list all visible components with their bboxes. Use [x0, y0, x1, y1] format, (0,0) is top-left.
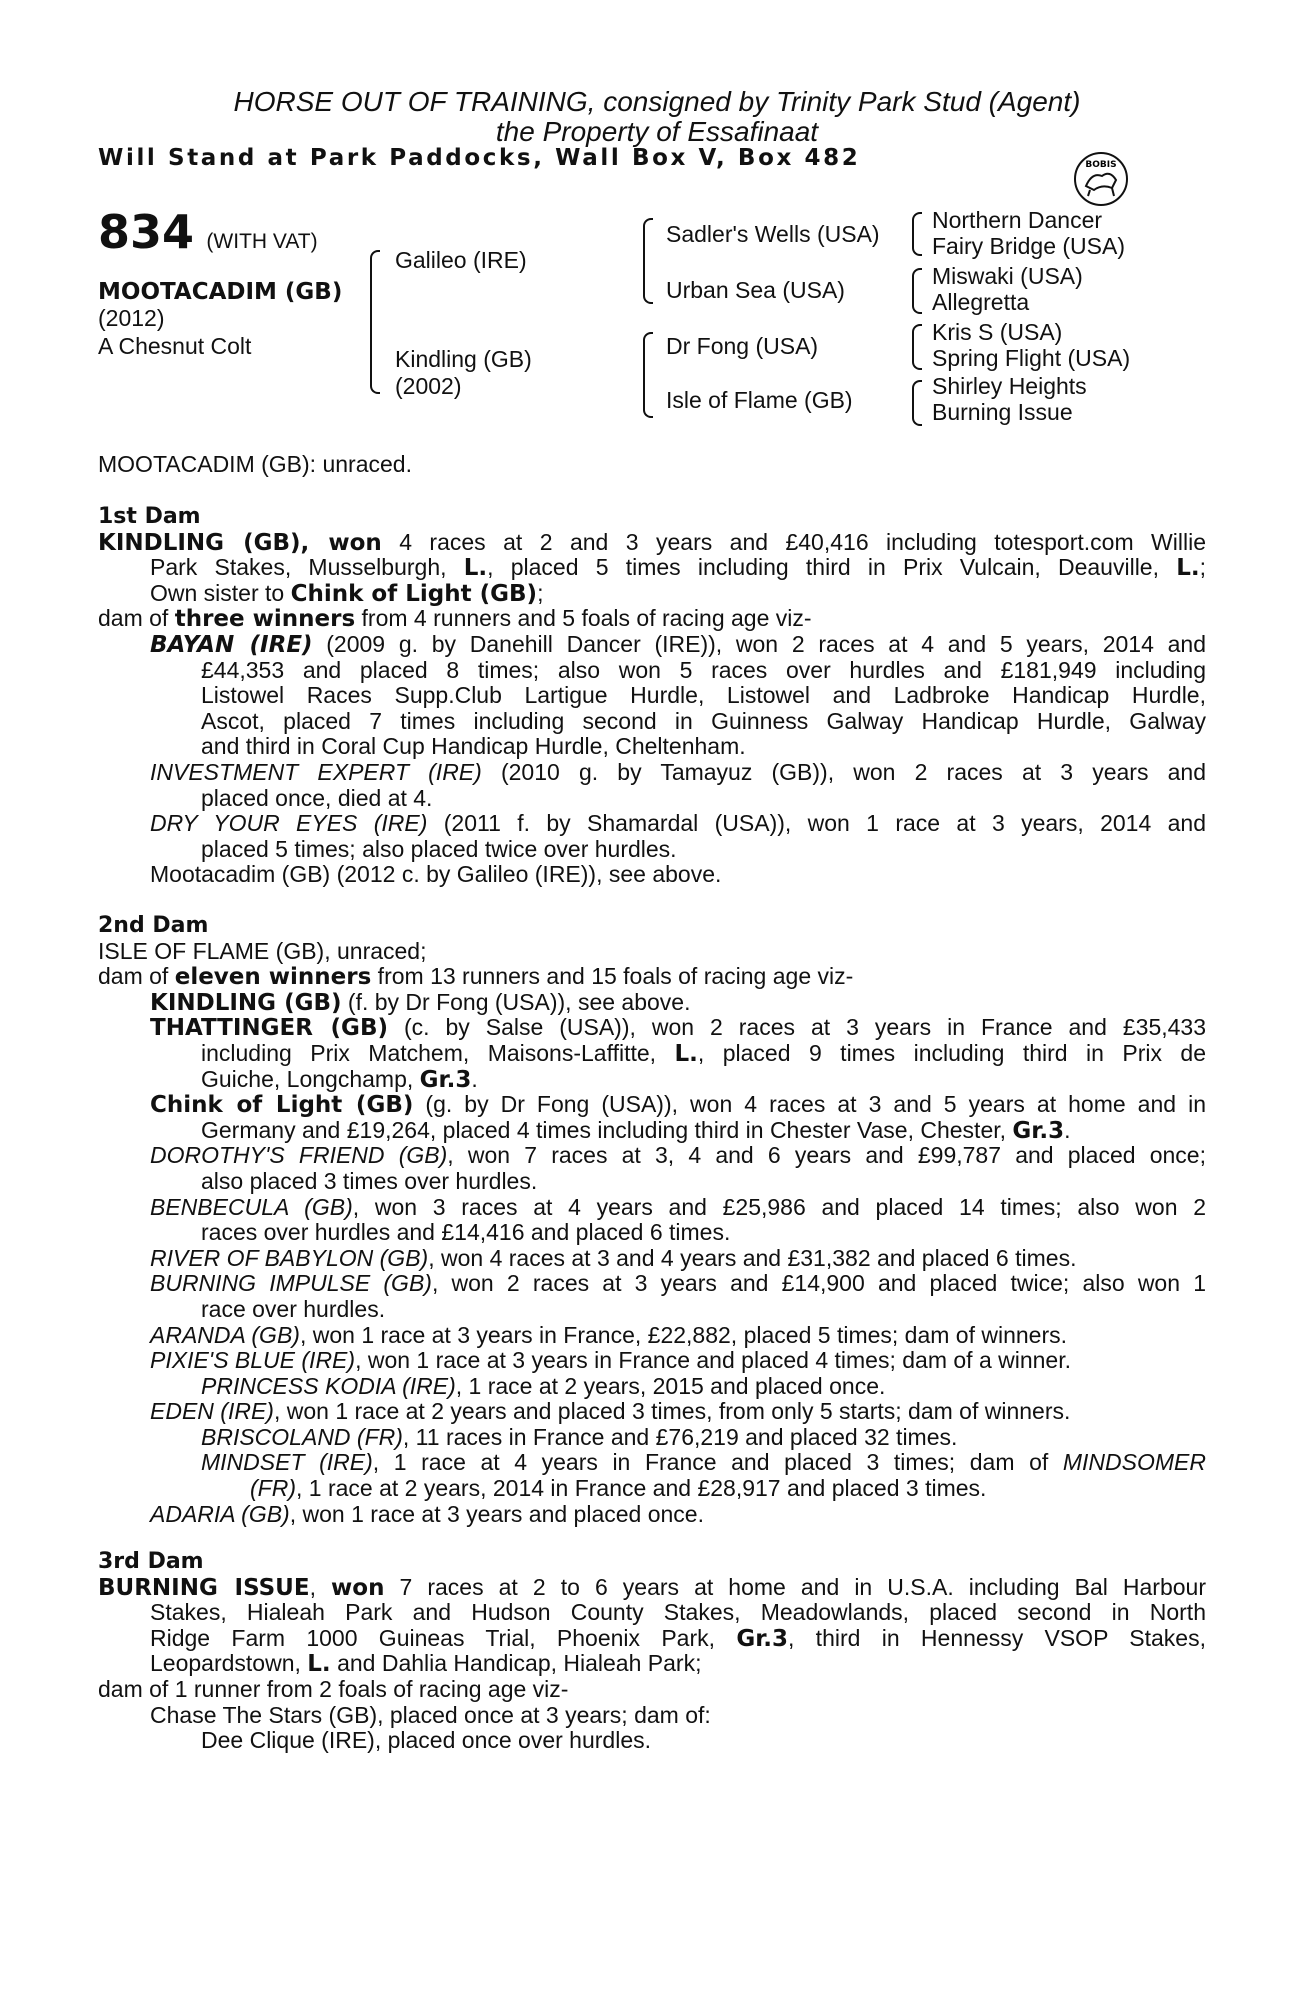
pedigree-sire: Galileo (IRE) — [395, 247, 527, 273]
progeny-entry: Ascot, placed 7 times including second in Guinness Galway Handicap Hurdle, Galway — [201, 707, 1206, 734]
progeny-entry: KINDLING (GB) (f. by Dr Fong (USA)), see above. — [150, 988, 691, 1016]
pedigree-dss: Kris S (USA) — [932, 319, 1063, 345]
first-dam-line: dam of three winners from 4 runners and 5 foals of racing age viz- — [98, 605, 812, 633]
progeny-entry: MINDSET (IRE), 1 race at 4 years in France and placed 3 times; dam of MINDSOMER — [201, 1449, 1206, 1476]
progeny-entry: Chase The Stars (GB), placed once at 3 years; dam of: — [150, 1701, 711, 1728]
progeny-entry: PRINCESS KODIA (IRE), 1 race at 2 years, 2015 and placed once. — [201, 1372, 886, 1399]
pedigree-dam-year: (2002) — [395, 373, 462, 399]
progeny-entry: including Prix Matchem, Maisons-Laffitte, L., placed 9 times including third in Prix de — [201, 1039, 1206, 1067]
progeny-entry: INVESTMENT EXPERT (IRE) (2010 g. by Tamayuz (GB)), won 2 races at 3 years and — [150, 758, 1206, 785]
progeny-entry: Dee Clique (IRE), placed once over hurdles. — [201, 1727, 652, 1754]
progeny-entry: BAYAN (IRE) (2009 g. by Danehill Dancer (IRE)), won 2 races at 4 and 5 years, 2014 and — [150, 630, 1206, 658]
third-dam-line: Leopardstown, L. and Dahlia Handicap, Hialeah Park; — [150, 1650, 702, 1678]
progeny-entry: placed once, died at 4. — [201, 784, 433, 811]
property-line: the Property of Essafinaat — [495, 116, 819, 147]
progeny-entry: Guiche, Longchamp, Gr.3. — [201, 1065, 478, 1093]
pedigree-brace-sd — [912, 268, 922, 314]
pedigree-dam: Kindling (GB) — [395, 346, 532, 372]
second-dam-line: dam of eleven winners from 13 runners and 15 foals of racing age viz- — [98, 963, 854, 991]
third-dam-line: dam of 1 runner from 2 foals of racing age viz- — [98, 1675, 569, 1702]
third-dam-section — [98, 1549, 1206, 1754]
progeny-entry: also placed 3 times over hurdles. — [201, 1167, 538, 1194]
progeny-entry: DRY YOUR EYES (IRE) (2011 f. by Shamardal (USA)), won 1 race at 3 years, 2014 and — [150, 810, 1206, 837]
lot-number: 834 — [98, 205, 195, 259]
third-dam-heading: 3rd Dam — [98, 1549, 204, 1574]
first-dam-line: Own sister to Chink of Light (GB); — [150, 579, 544, 607]
pedigree-brace-gen1 — [370, 250, 380, 394]
pedigree-ddd: Burning Issue — [932, 399, 1073, 425]
pedigree-dd: Isle of Flame (GB) — [666, 387, 853, 413]
bobis-logo — [1072, 150, 1130, 208]
pedigree-brace-sire — [643, 218, 653, 304]
pedigree-sds: Miswaki (USA) — [932, 263, 1083, 289]
pedigree-ssd: Fairy Bridge (USA) — [932, 233, 1125, 259]
bobis-logo-text: BOBIS — [1085, 160, 1117, 170]
first-dam-line: Park Stakes, Musselburgh, L., placed 5 times including third in Prix Vulcain, Deauville, L.; — [150, 554, 1206, 582]
progeny-entry: Listowel Races Supp.Club Lartigue Hurdle, Listowel and Ladbroke Handicap Hurdle, — [201, 682, 1206, 709]
progeny-entry: PIXIE'S BLUE (IRE), won 1 race at 3 years in France and placed 4 times; dam of a winner. — [150, 1347, 1071, 1374]
progeny-entry: BENBECULA (GB), won 3 races at 4 years and £25,986 and placed 14 times; also won 2 — [150, 1193, 1206, 1220]
pedigree-brace-ss — [912, 212, 922, 256]
first-dam-heading: 1st Dam — [98, 504, 201, 529]
second-dam-heading: 2nd Dam — [98, 913, 209, 938]
pedigree-sss: Northern Dancer — [932, 207, 1103, 233]
stand-location: Will Stand at Park Paddocks, Wall Box V, Box 482 — [98, 145, 861, 171]
race-record: MOOTACADIM (GB): unraced. — [98, 451, 412, 477]
progeny-entry: and third in Coral Cup Handicap Hurdle, Cheltenham. — [201, 733, 746, 760]
progeny-entry: RIVER OF BABYLON (GB), won 4 races at 3 and 4 years and £31,382 and placed 6 times. — [150, 1244, 1077, 1271]
vat-note: (WITH VAT) — [206, 230, 318, 253]
pedigree-ds: Dr Fong (USA) — [666, 333, 819, 359]
progeny-entry: DOROTHY'S FRIEND (GB), won 7 races at 3, 4 and 6 years and £99,787 and placed once; — [150, 1142, 1206, 1169]
pedigree-brace-dam — [643, 332, 653, 418]
progeny-entry: EDEN (IRE), won 1 race at 2 years and placed 3 times, from only 5 starts; dam of winners. — [150, 1398, 1071, 1425]
progeny-entry: £44,353 and placed 8 times; also won 5 races over hurdles and £181,949 including — [201, 656, 1206, 683]
first-dam-line: KINDLING (GB), won 4 races at 2 and 3 years and £40,416 including totesport.com Willie — [98, 528, 1206, 556]
horse-name: MOOTACADIM (GB) — [98, 279, 343, 305]
progeny-entry: ADARIA (GB), won 1 race at 3 years and placed once. — [150, 1500, 704, 1527]
progeny-entry: Mootacadim (GB) (2012 c. by Galileo (IRE)), see above. — [150, 861, 722, 888]
progeny-entry: race over hurdles. — [201, 1295, 386, 1322]
lot-number-line — [98, 205, 318, 266]
pedigree-dsd: Spring Flight (USA) — [932, 345, 1131, 371]
pedigree-sd: Urban Sea (USA) — [666, 277, 845, 303]
progeny-entry: races over hurdles and £14,416 and placed 6 times. — [201, 1219, 731, 1246]
first-dam-section — [98, 504, 1206, 888]
pedigree-dds: Shirley Heights — [932, 373, 1087, 399]
progeny-entry: (FR), 1 race at 2 years, 2014 in France and £28,917 and placed 3 times. — [250, 1475, 987, 1502]
third-dam-line: BURNING ISSUE, won 7 races at 2 to 6 years at home and in U.S.A. including Bal Harbour — [98, 1573, 1207, 1601]
horse-description: A Chesnut Colt — [98, 333, 252, 359]
progeny-entry: Chink of Light (GB) (g. by Dr Fong (USA)), won 4 races at 3 and 5 years at home and in — [150, 1091, 1206, 1119]
progeny-entry: ARANDA (GB), won 1 race at 3 years in France, £22,882, placed 5 times; dam of winners. — [150, 1321, 1068, 1348]
third-dam-line: Stakes, Hialeah Park and Hudson County Stakes, Meadowlands, placed second in North — [150, 1599, 1206, 1626]
second-dam-section — [98, 913, 1206, 1527]
horse-year: (2012) — [98, 305, 165, 331]
pedigree-ss: Sadler's Wells (USA) — [666, 221, 880, 247]
second-dam-line: ISLE OF FLAME (GB), unraced; — [98, 937, 427, 964]
progeny-entry: BRISCOLAND (FR), 11 races in France and £76,219 and placed 32 times. — [201, 1423, 958, 1450]
progeny-entry: BURNING IMPULSE (GB), won 2 races at 3 years and £14,900 and placed twice; also won 1 — [150, 1270, 1206, 1297]
pedigree-sdd: Allegretta — [932, 289, 1030, 315]
progeny-entry: THATTINGER (GB) (c. by Salse (USA)), won 2 races at 3 years in France and £35,433 — [150, 1014, 1206, 1042]
pedigree-brace-ds — [912, 324, 922, 370]
progeny-entry: Germany and £19,264, placed 4 times including third in Chester Vase, Chester, Gr.3. — [201, 1116, 1071, 1144]
pedigree-brace-dd — [912, 380, 922, 426]
progeny-entry: placed 5 times; also placed twice over hurdles. — [201, 835, 677, 862]
third-dam-line: Ridge Farm 1000 Guineas Trial, Phoenix Park, Gr.3, third in Hennessy VSOP Stakes, — [150, 1624, 1206, 1652]
consignor-line: HORSE OUT OF TRAINING, consigned by Trinity Park Stud (Agent) — [233, 86, 1081, 117]
